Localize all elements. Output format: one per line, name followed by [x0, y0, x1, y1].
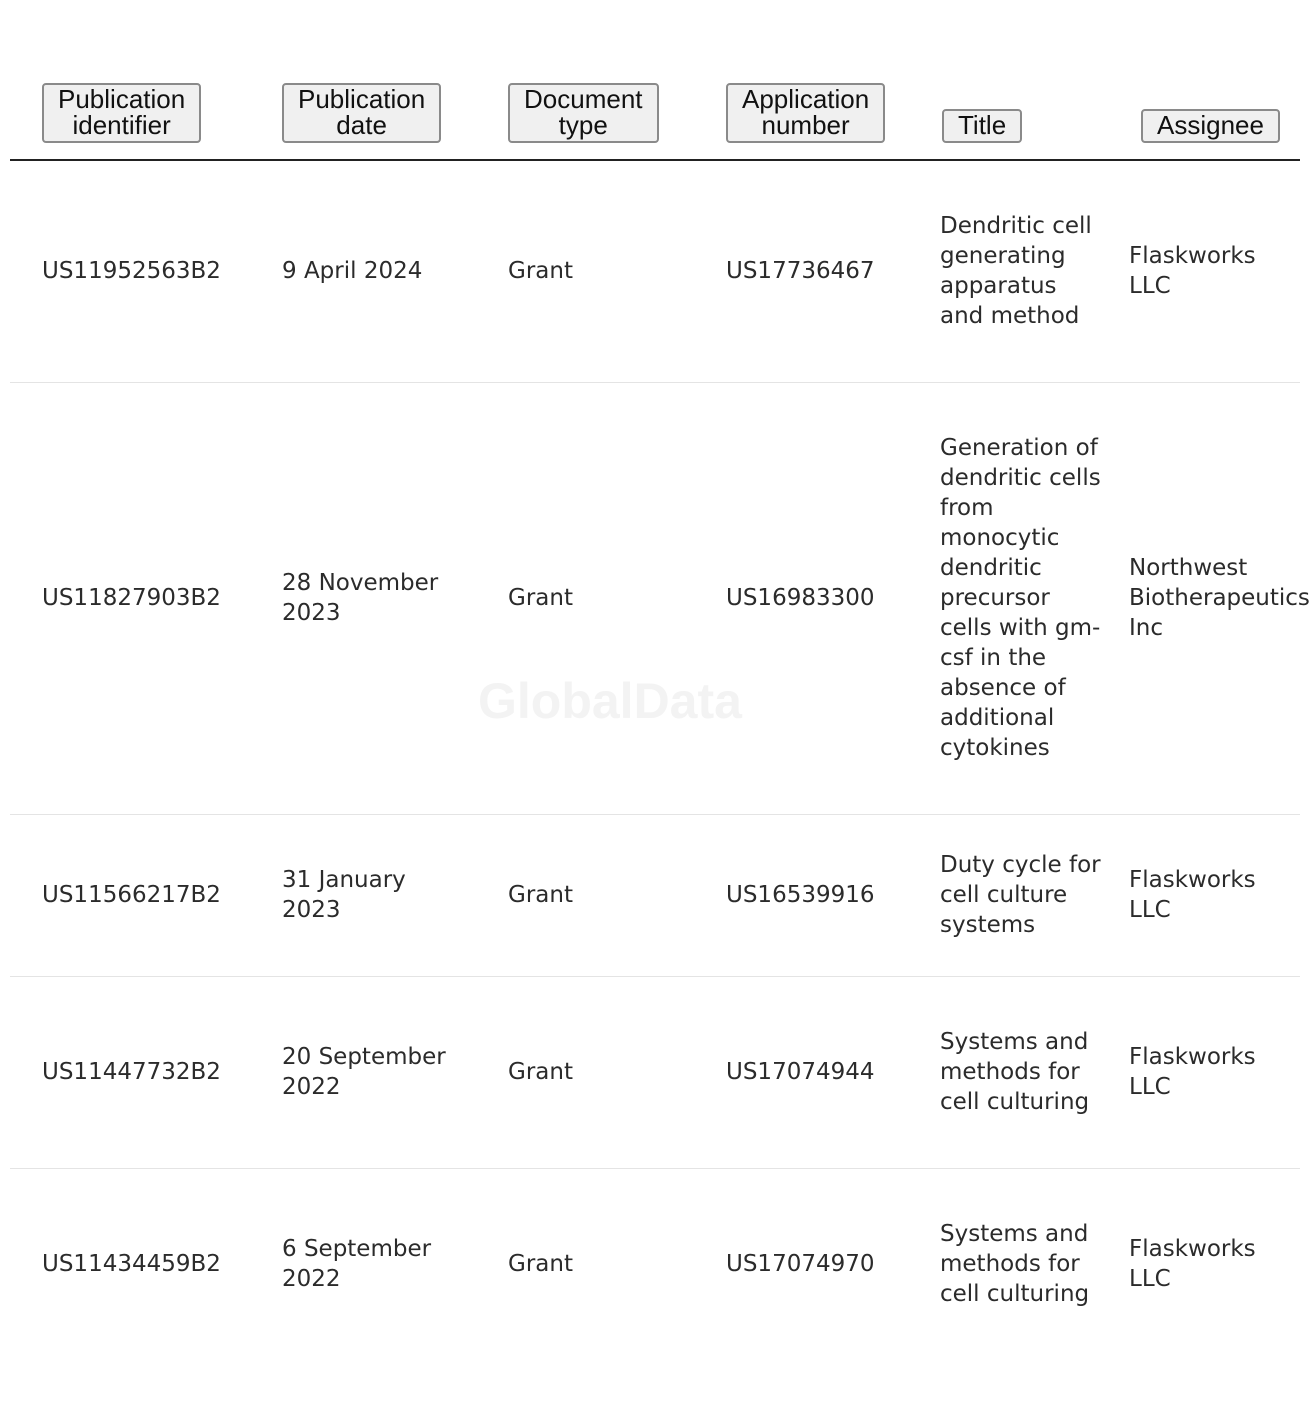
header-label: Document [524, 84, 643, 114]
cell-assignee: Flaskworks LLC [1109, 814, 1300, 976]
watermark-text: GlobalData [478, 673, 742, 729]
sort-application-number-button[interactable] [726, 83, 885, 143]
cell-publication-date: 31 January 2023 [250, 814, 476, 976]
cell-document-type: Grant [476, 382, 694, 814]
header-cell-publication-identifier [10, 0, 250, 160]
cell-document-type: Grant [476, 160, 694, 382]
header-cell-application-number [694, 0, 920, 160]
header-cell-publication-date [250, 0, 476, 160]
cell-publication-date: 6 September 2022 [282, 1236, 432, 1293]
table-row [10, 976, 1300, 1168]
header-label: Publication [58, 84, 186, 114]
cell-document-type: Grant [476, 814, 694, 976]
sort-title-button[interactable] [942, 109, 1022, 143]
cell-title: Generation of dendritic cells from monocytic dendritic precursor cells with gm-csf in the absence of additional cytokines [920, 382, 1109, 814]
cell-title: Systems and methods for cell culturing [920, 976, 1109, 1168]
header-label: Publication [298, 84, 426, 114]
cell-assignee: Flaskworks LLC [1129, 1236, 1256, 1293]
header-cell-assignee [1109, 0, 1300, 160]
header-label: Application [742, 84, 870, 114]
cell-publication-date: 9 April 2024 [250, 160, 476, 382]
cell-application-number: US16983300 [694, 382, 920, 814]
cell-document-type: Grant [508, 1251, 573, 1278]
cell-assignee: Northwest Biotherapeutics Inc [1109, 382, 1300, 814]
table-row [10, 160, 1300, 382]
cell-publication-date: 28 November 2023 [250, 382, 476, 814]
header-label: number [761, 110, 850, 140]
cell-publication-identifier: US11827903B2 [10, 382, 250, 814]
patent-table [10, 0, 1310, 1360]
cell-title: Dendritic cell generating apparatus and method [920, 160, 1109, 382]
table-row [10, 1168, 1300, 1360]
cell-publication-identifier: US11447732B2 [10, 976, 250, 1168]
cell-application-number: US17074944 [694, 976, 920, 1168]
cell-publication-identifier: US11952563B2 [10, 160, 250, 382]
header-label: Title [958, 110, 1007, 140]
header-label: identifier [72, 110, 171, 140]
header-row [10, 0, 1300, 160]
cell-document-type: Grant [476, 976, 694, 1168]
header-label: type [558, 110, 608, 140]
cell-application-number: US17074970 [726, 1251, 875, 1278]
table-row [10, 814, 1300, 976]
sort-publication-date-button[interactable] [282, 83, 441, 143]
cell-application-number: US17736467 [694, 160, 920, 382]
cell-application-number: US16539916 [694, 814, 920, 976]
sort-document-type-button[interactable] [508, 83, 659, 143]
table-header [10, 0, 1300, 160]
header-label: date [336, 110, 387, 140]
header-cell-title [920, 0, 1109, 160]
cell-title: Duty cycle for cell culture systems [920, 814, 1109, 976]
header-cell-document-type [476, 0, 694, 160]
cell-publication-date: 20 September 2022 [250, 976, 476, 1168]
table-body [10, 160, 1310, 1360]
patent-table-container [10, 0, 1310, 1402]
cell-title: Systems and methods for cell culturing [940, 1221, 1090, 1308]
cell-assignee: Flaskworks LLC [1109, 160, 1300, 382]
header-label: Assignee [1157, 110, 1264, 140]
sort-assignee-button[interactable] [1141, 109, 1280, 143]
cell-assignee: Flaskworks LLC [1109, 976, 1300, 1168]
table-row [10, 382, 1300, 814]
cell-publication-identifier: US11566217B2 [10, 814, 250, 976]
sort-publication-identifier-button[interactable] [42, 83, 201, 143]
cell-publication-identifier: US11434459B2 [42, 1251, 221, 1278]
